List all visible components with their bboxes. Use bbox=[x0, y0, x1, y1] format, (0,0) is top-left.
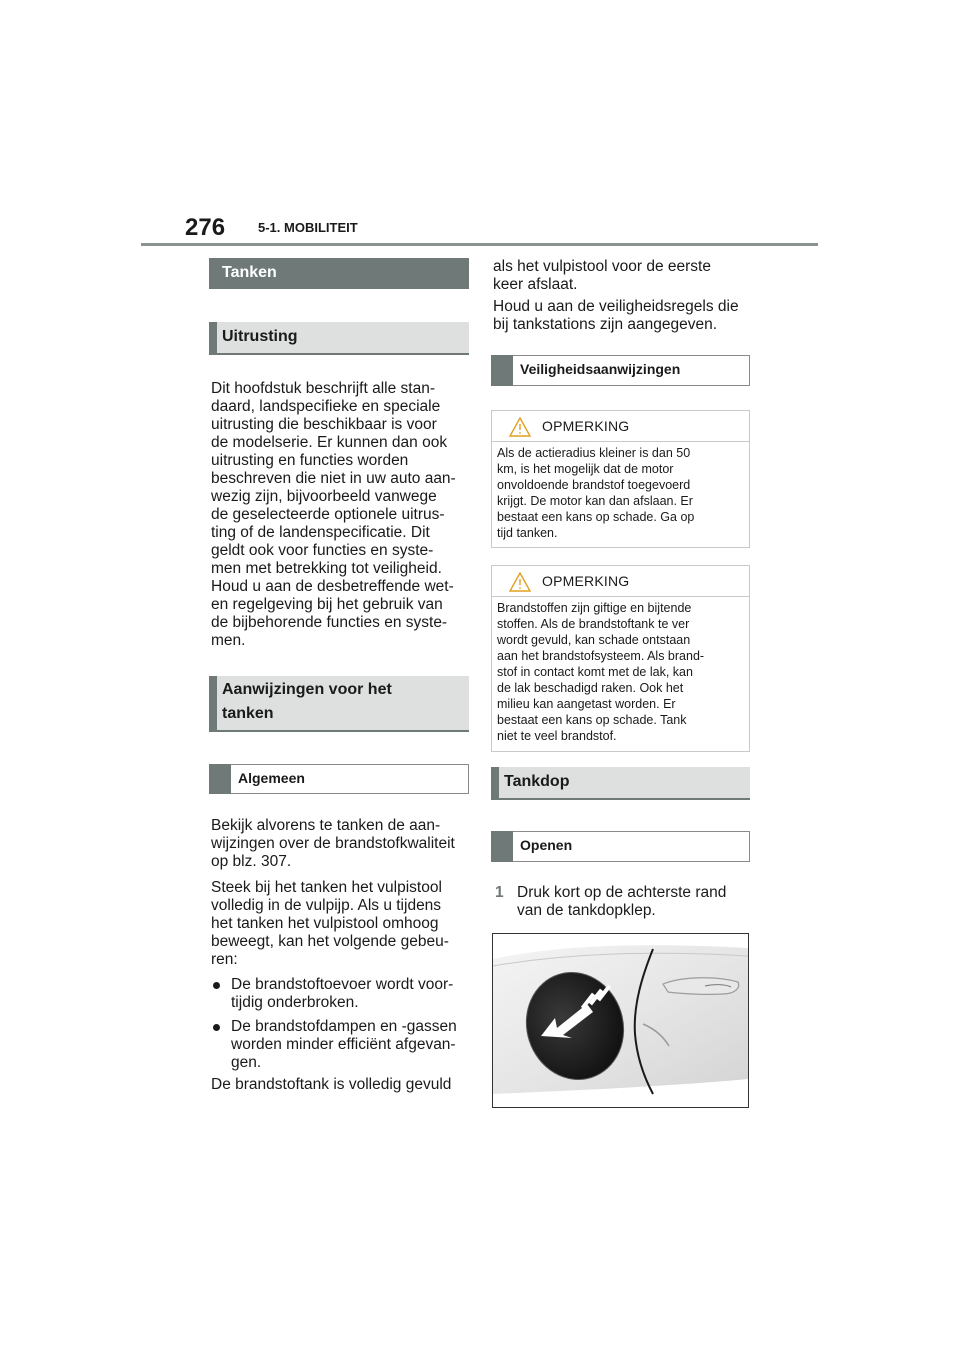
text-line: en regelgeving bij het gebruik van bbox=[211, 596, 443, 613]
text-line: De brandstoftoevoer wordt voor- bbox=[231, 976, 454, 993]
text-line: stof in contact komt met de lak, kan bbox=[497, 665, 693, 679]
text-line: aan het brandstofsysteem. Als brand- bbox=[497, 649, 705, 663]
page-number: 276 bbox=[185, 214, 226, 241]
text-line: tijd tanken. bbox=[497, 526, 558, 540]
heading-algemeen bbox=[209, 764, 469, 794]
section-title: 5-1. MOBILITEIT bbox=[258, 220, 358, 235]
note-body bbox=[497, 600, 741, 744]
text-line: uitrusting die beschikbaar is voor bbox=[211, 416, 437, 433]
text-line: milieu kan aangetast worden. Er bbox=[497, 697, 676, 711]
note-header bbox=[492, 566, 749, 597]
text-line: bestaat een kans op schade. Tank bbox=[497, 713, 687, 727]
heading-tanken bbox=[209, 258, 469, 289]
text-line: daard, landspecifieke en speciale bbox=[211, 398, 441, 415]
text-line: de modelserie. Er kunnen dan ook bbox=[211, 434, 448, 451]
text-line: men met betrekking tot veiligheid. bbox=[211, 560, 442, 577]
text-line: stoffen. Als de brandstoftank te ver bbox=[497, 617, 690, 631]
heading-tankdop bbox=[491, 767, 750, 800]
paragraph-vulpistool bbox=[211, 879, 473, 969]
heading-aanwijzingen-line1: Aanwijzingen voor het bbox=[222, 681, 392, 698]
heading-openen bbox=[491, 831, 750, 862]
text-line: ren: bbox=[211, 951, 238, 968]
heading-tankdop-text: Tankdop bbox=[504, 773, 570, 790]
text-line: het tanken het vulpistool omhoog bbox=[211, 915, 439, 932]
text-line: keer afslaat. bbox=[493, 276, 578, 293]
paragraph-continued bbox=[493, 258, 755, 294]
note-box bbox=[491, 565, 750, 752]
paragraph-tank-vol bbox=[211, 1076, 473, 1094]
text-line: niet te veel brandstof. bbox=[497, 729, 617, 743]
note-box bbox=[491, 410, 750, 548]
warning-triangle-icon bbox=[509, 417, 531, 437]
text-line: bestaat een kans op schade. Ga op bbox=[497, 510, 695, 524]
heading-veiligheid-text: Veiligheidsaanwijzingen bbox=[520, 361, 681, 377]
text-line: De brandstofdampen en -gassen bbox=[231, 1018, 457, 1035]
heading-accent bbox=[491, 831, 513, 862]
text-line: ting of de landenspecificatie. Dit bbox=[211, 524, 430, 541]
heading-aanwijzingen bbox=[209, 676, 469, 732]
text-line: op blz. 307. bbox=[211, 853, 292, 870]
text-line: geldt ook voor functies en syste- bbox=[211, 542, 434, 559]
text-line: men. bbox=[211, 632, 246, 649]
text-line: als het vulpistool voor de eerste bbox=[493, 258, 711, 275]
text-line: Houd u aan de desbetreffende wet- bbox=[211, 578, 454, 595]
heading-accent bbox=[209, 764, 231, 794]
text-line: beschreven die niet in uw auto aan- bbox=[211, 470, 456, 487]
paragraph-brandstofkwaliteit bbox=[211, 817, 473, 871]
heading-algemeen-text: Algemeen bbox=[238, 770, 305, 786]
text-line: Bekijk alvorens te tanken de aan- bbox=[211, 817, 441, 834]
text-line: beweegt, kan het volgende gebeu- bbox=[211, 933, 449, 950]
note-header bbox=[492, 411, 749, 442]
text-line: Dit hoofdstuk beschrijft alle stan- bbox=[211, 380, 435, 397]
text-line: de lak beschadigd raken. Ook het bbox=[497, 681, 684, 695]
text-line: Druk kort op de achterste rand bbox=[517, 884, 727, 901]
text-line: km, is het mogelijk dat de motor bbox=[497, 462, 674, 476]
bullet-item bbox=[213, 1018, 475, 1074]
heading-tanken-text: Tanken bbox=[222, 264, 277, 281]
heading-accent bbox=[209, 322, 217, 353]
text-line: volledig in de vulpijp. Als u tijdens bbox=[211, 897, 442, 914]
heading-veiligheidsaanwijzingen bbox=[491, 355, 750, 386]
heading-uitrusting bbox=[209, 322, 469, 355]
step-number: 1 bbox=[495, 884, 504, 901]
warning-triangle-icon bbox=[509, 572, 531, 592]
text-line: wordt gevuld, kan schade ontstaan bbox=[497, 633, 691, 647]
text-line: wijzingen over de brandstofkwaliteit bbox=[211, 835, 455, 852]
text-line: bij tankstations zijn aangegeven. bbox=[493, 316, 718, 333]
heading-aanwijzingen-line2: tanken bbox=[222, 705, 274, 722]
bullet-icon bbox=[213, 1024, 220, 1031]
note-title: OPMERKING bbox=[542, 573, 630, 589]
text-line: Steek bij het tanken het vulpistool bbox=[211, 879, 442, 896]
text-line: worden minder efficiënt afgevan- bbox=[231, 1036, 456, 1053]
step-item bbox=[495, 884, 755, 922]
text-line: de geselecteerde optionele uitrus- bbox=[211, 506, 445, 523]
heading-accent bbox=[209, 676, 217, 730]
heading-accent bbox=[491, 355, 513, 386]
text-line: Als de actieradius kleiner is dan 50 bbox=[497, 446, 691, 460]
text-line: uitrusting en functies worden bbox=[211, 452, 409, 469]
heading-openen-text: Openen bbox=[520, 837, 573, 853]
fuel-flap-illustration bbox=[492, 933, 749, 1108]
text-line: van de tankdopklep. bbox=[517, 902, 656, 919]
note-body bbox=[497, 445, 741, 541]
text-line: tijdig onderbroken. bbox=[231, 994, 359, 1011]
text-line: de bijbehorende functies en syste- bbox=[211, 614, 448, 631]
heading-uitrusting-text: Uitrusting bbox=[222, 328, 298, 345]
note-title: OPMERKING bbox=[542, 418, 630, 434]
text-line: krijgt. De motor kan dan afslaan. Er bbox=[497, 494, 693, 508]
text-line: Houd u aan de veiligheidsregels die bbox=[493, 298, 739, 315]
text-line: Brandstoffen zijn giftige en bijtende bbox=[497, 601, 692, 615]
text-line: gen. bbox=[231, 1054, 262, 1071]
text-line: wezig zijn, bijvoorbeeld vanwege bbox=[211, 488, 437, 505]
intro-paragraph bbox=[211, 380, 473, 650]
text-line: onvoldoende brandstof toegevoerd bbox=[497, 478, 691, 492]
paragraph-veiligheidsregels bbox=[493, 298, 755, 334]
fuel-flap-drawing bbox=[493, 934, 748, 1107]
bullet-item bbox=[213, 976, 475, 1014]
heading-accent bbox=[491, 767, 499, 798]
bullet-icon bbox=[213, 982, 220, 989]
header-divider bbox=[141, 243, 818, 246]
text-line: De brandstoftank is volledig gevuld bbox=[211, 1076, 452, 1093]
